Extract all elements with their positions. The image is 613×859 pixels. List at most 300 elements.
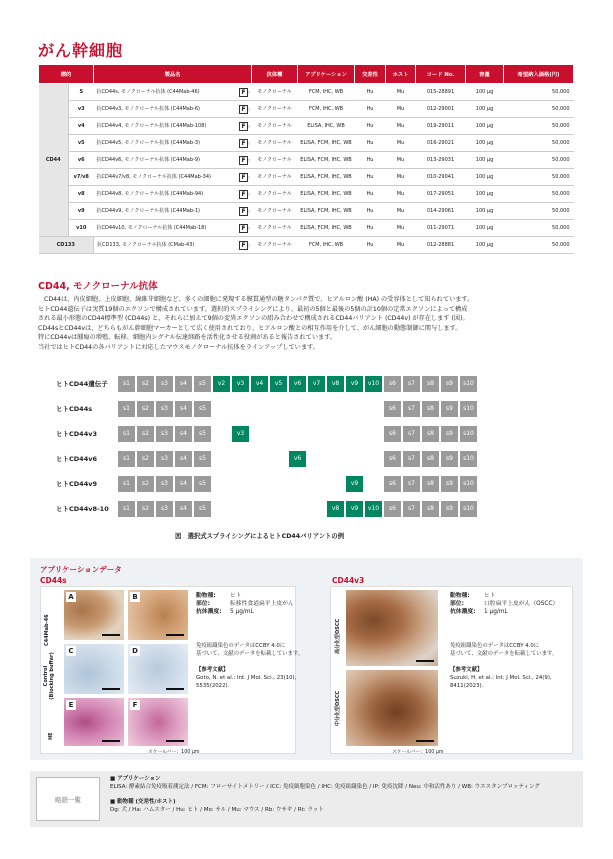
price-cell: 50,000 <box>504 152 574 169</box>
he-image-e <box>64 698 124 746</box>
table-row <box>39 84 574 101</box>
table-header-row <box>39 65 574 84</box>
cd44s-info <box>196 592 294 617</box>
code-cell: 016-29021 <box>416 135 466 152</box>
product-name-cell: 抗CD44v7/v8, モノクローナル抗体 (C44Mab-34) <box>94 169 236 186</box>
row-label-c44mab46: C44Mab-46 <box>44 614 50 646</box>
f-badge-icon <box>239 241 251 250</box>
exon-box: v2 <box>213 376 230 392</box>
exon-row-label: ヒトCD44v8-10 <box>56 505 109 513</box>
exon-box: s2 <box>137 376 154 392</box>
exon-box: s4 <box>175 376 192 392</box>
application-cell: ELISA, FCM, IHC, WB <box>298 169 355 186</box>
application-data-title: アプリケーションデータ <box>40 565 122 574</box>
exon-box: s9 <box>441 451 458 467</box>
exon-box: s10 <box>460 476 477 492</box>
isoform-cell: v8 <box>69 186 94 203</box>
info-key: 抗体濃度: <box>196 609 222 616</box>
cross-reactivity-cell: Hu <box>355 186 386 203</box>
cd44v3-scalebar-caption: スケールバー：100 μm <box>392 750 444 755</box>
cd44s-panel-title: CD44s <box>40 576 67 585</box>
reference-line: 5535(2022). <box>196 683 230 689</box>
product-name-cell: 抗CD44v5, モノクローナル抗体 (C44Mab-3) <box>94 135 236 152</box>
volume-cell: 100 μg <box>466 186 504 203</box>
f-badge-mark: ○ <box>247 157 251 162</box>
ihc-image-b <box>128 590 188 640</box>
volume-cell: 100 μg <box>466 237 504 254</box>
table-row <box>39 118 574 135</box>
scale-bar <box>102 634 120 636</box>
f-badge-mark: ○ <box>247 123 251 128</box>
exon-box: s3 <box>156 476 173 492</box>
table-row <box>39 169 574 186</box>
exon-box: s1 <box>118 501 135 517</box>
product-name-cell: 抗CD44s, モノクローナル抗体 (C44Mab-46) <box>94 84 236 101</box>
exon-box: s5 <box>194 426 211 442</box>
cross-reactivity-cell: Hu <box>355 237 386 254</box>
info-value: 口腔扁平上皮がん（OSCC） <box>484 601 559 608</box>
row-label-control: Control (Blocking buffer) <box>43 652 55 700</box>
description <box>38 295 578 353</box>
f-badge-icon <box>239 156 251 165</box>
f-badge-letter: F <box>241 139 246 147</box>
code-cell: 013-29031 <box>416 152 466 169</box>
exon-box: s10 <box>460 376 477 392</box>
ihc-image-moderately-differentiated <box>346 670 438 746</box>
scale-bar <box>102 740 120 742</box>
exon-row-label: ヒトCD44v3 <box>56 430 97 438</box>
application-cell: FCM, IHC, WB <box>298 237 355 254</box>
header-application: アプリケーション <box>298 65 355 84</box>
code-cell: 019-29011 <box>416 118 466 135</box>
exon-box: s8 <box>422 451 439 467</box>
isoform-cell: S <box>69 84 94 101</box>
f-badge-icon <box>239 224 251 233</box>
exon-box: s10 <box>460 451 477 467</box>
exon-box: s4 <box>175 476 192 492</box>
table-row <box>39 186 574 203</box>
info-key: 部位: <box>196 601 210 608</box>
application-cell: FCM, IHC, WB <box>298 84 355 101</box>
code-cell: 011-29071 <box>416 220 466 237</box>
fluorescence-cell <box>236 237 252 254</box>
exon-box: s9 <box>441 501 458 517</box>
legend-species-head: ■ 動物種 (交差性/ホスト) <box>110 798 176 805</box>
application-cell: FCM, IHC, WB <box>298 101 355 118</box>
exon-box: s5 <box>194 501 211 517</box>
reference-head: 【参考文献】 <box>196 667 229 673</box>
legend-species-text: Dg: 犬 / Ha: ハムスター / Hu: ヒト / Mo: サル / Mu: マウス / Rb: ウサギ / Rt: ラット <box>110 807 324 814</box>
exon-box: s4 <box>175 451 192 467</box>
row-label-he: HE <box>48 732 54 740</box>
exon-box: s9 <box>441 376 458 392</box>
host-cell: Mu <box>386 220 416 237</box>
exon-box: s8 <box>422 401 439 417</box>
exon-row-label: ヒトCD44v9 <box>56 480 97 488</box>
info-value: ヒト <box>484 593 496 599</box>
isoform-cell: v9 <box>69 203 94 220</box>
exon-box: s1 <box>118 451 135 467</box>
exon-box: s2 <box>137 401 154 417</box>
f-badge-icon <box>239 88 251 97</box>
f-badge-letter: F <box>241 190 246 198</box>
volume-cell: 100 μg <box>466 135 504 152</box>
info-key: 抗体濃度: <box>450 609 476 616</box>
info-key: 動物種: <box>196 593 216 599</box>
product-name-cell: 抗CD44v4, モノクローナル抗体 (C44Mab-108) <box>94 118 236 135</box>
exon-box: s1 <box>118 476 135 492</box>
fluorescence-cell <box>236 186 252 203</box>
f-badge-icon <box>239 139 251 148</box>
exon-box: v9 <box>346 376 363 392</box>
info-value: 1 μg/mL <box>484 609 508 616</box>
f-badge-letter: F <box>241 88 246 96</box>
exon-box: s7 <box>403 376 420 392</box>
price-cell: 50,000 <box>504 203 574 220</box>
volume-cell: 100 μg <box>466 118 504 135</box>
host-cell: Mu <box>386 237 416 254</box>
antibody-type-cell: モノクローナル <box>252 84 298 101</box>
exon-box: v8 <box>327 376 344 392</box>
application-cell: ELISA, FCM, IHC, WB <box>298 135 355 152</box>
product-name-cell: 抗CD44v10, モノクローナル抗体 (C44Mab-18) <box>94 220 236 237</box>
exon-box: s7 <box>403 476 420 492</box>
info-key: 部位: <box>450 601 464 608</box>
price-cell: 50,000 <box>504 220 574 237</box>
fluorescence-cell <box>236 152 252 169</box>
header-antibody-type: 抗体種 <box>252 65 298 84</box>
cd44v3-panel-title: CD44v3 <box>332 576 365 585</box>
exon-box: v10 <box>365 376 382 392</box>
f-badge-letter: F <box>241 224 246 232</box>
host-cell: Mu <box>386 84 416 101</box>
antibody-type-cell: モノクローナル <box>252 220 298 237</box>
cross-reactivity-cell: Hu <box>355 203 386 220</box>
exon-box: s1 <box>118 376 135 392</box>
exon-row <box>38 476 578 492</box>
exon-box: v6 <box>289 451 306 467</box>
product-name-cell: 抗CD44v9, モノクローナル抗体 (C44Mab-1) <box>94 203 236 220</box>
antibody-type-cell: モノクローナル <box>252 135 298 152</box>
exon-box: s6 <box>384 376 401 392</box>
exon-box: s8 <box>422 476 439 492</box>
page-title: がん幹細胞 <box>38 41 124 60</box>
host-cell: Mu <box>386 203 416 220</box>
cross-reactivity-cell: Hu <box>355 169 386 186</box>
abbreviation-legend <box>30 771 583 827</box>
cross-reactivity-cell: Hu <box>355 220 386 237</box>
note-line: 基づいて、文献のデータを転載しています。 <box>450 651 558 657</box>
exon-row-label: ヒトCD44遺伝子 <box>56 380 108 388</box>
fluorescence-cell <box>236 135 252 152</box>
exon-box: s7 <box>403 451 420 467</box>
description-line: ヒトCD44遺伝子は実質19個のエクソンで構成されています。選択的スプライシングにより、最初の5個と最後の5個の計10個の定常エクソンによって構成 <box>38 305 468 313</box>
f-badge-icon <box>239 105 251 114</box>
fluorescence-cell <box>236 220 252 237</box>
volume-cell: 100 μg <box>466 203 504 220</box>
f-badge-mark: ○ <box>247 191 251 196</box>
exon-box: s4 <box>175 401 192 417</box>
exon-box: s1 <box>118 401 135 417</box>
info-value: ヒト <box>230 593 242 599</box>
price-cell: 50,000 <box>504 135 574 152</box>
exon-box: s8 <box>422 376 439 392</box>
exon-box: v5 <box>270 376 287 392</box>
description-line: CD44sとCD44vは、どちらもがん幹細胞マーカーとして広く使用されており、ヒアルロン酸との相互作用を介して、がん細胞の動態制御に関与します。 <box>38 324 462 332</box>
scale-bar <box>166 740 184 742</box>
info-value: 転移性食道扁平上皮がん <box>230 601 294 608</box>
cd44s-scalebar-caption: スケールバー：100 μm <box>148 750 200 755</box>
exon-box: s2 <box>137 426 154 442</box>
volume-cell: 100 μg <box>466 220 504 237</box>
cross-reactivity-cell: Hu <box>355 118 386 135</box>
image-letter: F <box>130 700 140 710</box>
scale-bar <box>416 740 434 742</box>
isoform-cell: v6 <box>69 152 94 169</box>
isoform-cell: v4 <box>69 118 94 135</box>
antibody-type-cell: モノクローナル <box>252 186 298 203</box>
description-line: される最小形態のCD44標準型 (CD44s) と、それらに加えて9個の変異エクソンの組み合わせで構成されるCD44バリアント (CD44v) が存在します (図)。 <box>38 315 469 323</box>
info-key: 動物種: <box>450 593 470 599</box>
description-line: CD44は、内皮細胞、上皮細胞、線維芽細胞など、多くの細胞に発現する膜貫通型の糖タンパク質で、ヒアルロン酸 (HA) の受容体として知られています。 <box>44 296 474 303</box>
isoform-cell: v7/v8 <box>69 169 94 186</box>
application-cell: ELISA, IHC, WB <box>298 118 355 135</box>
price-cell: 50,000 <box>504 118 574 135</box>
scale-bar <box>416 660 434 662</box>
f-badge-letter: F <box>241 207 246 215</box>
cross-reactivity-cell: Hu <box>355 152 386 169</box>
exon-box: s10 <box>460 401 477 417</box>
image-letter: C <box>66 646 76 656</box>
exon-box: s6 <box>384 451 401 467</box>
exon-row-label: ヒトCD44v6 <box>56 455 97 463</box>
note-line: 免疫組織染色のデータはCCBY 4.0に <box>450 643 540 649</box>
product-name-cell: 抗CD44v8, モノクローナル抗体 (C44Mab-94) <box>94 186 236 203</box>
f-badge-letter: F <box>241 122 246 130</box>
cross-reactivity-cell: Hu <box>355 135 386 152</box>
exon-box: s2 <box>137 476 154 492</box>
price-cell: 50,000 <box>504 186 574 203</box>
volume-cell: 100 μg <box>466 169 504 186</box>
target-cell: CD44 <box>39 84 69 237</box>
host-cell: Mu <box>386 135 416 152</box>
exon-box: s4 <box>175 426 192 442</box>
isoform-cell: v3 <box>69 101 94 118</box>
scale-bar <box>166 688 184 690</box>
exon-box: s2 <box>137 451 154 467</box>
exon-box: s3 <box>156 451 173 467</box>
isoform-cell: v5 <box>69 135 94 152</box>
exon-box: s5 <box>194 376 211 392</box>
f-badge-mark: ○ <box>247 140 251 145</box>
header-code: コード No. <box>416 65 466 84</box>
description-line: 特にCD44vは腫瘍の増殖、転移、細胞内シグナル伝達経路を活性化させる役割があると報告されています。 <box>38 334 337 342</box>
exon-box: s2 <box>137 501 154 517</box>
row-label-well-differentiated: 高分化型OSCC <box>335 618 341 654</box>
reference-line: 8411(2023). <box>450 683 484 689</box>
exon-box: v7 <box>308 376 325 392</box>
exon-box: s10 <box>460 426 477 442</box>
legend-tag: 略語一覧 <box>36 777 100 821</box>
info-value: 5 μg/mL <box>230 609 254 616</box>
exon-box: s3 <box>156 376 173 392</box>
cd44s-note <box>196 642 303 690</box>
table-row <box>39 135 574 152</box>
price-cell: 50,000 <box>504 84 574 101</box>
exon-box: s4 <box>175 501 192 517</box>
f-badge-mark: ○ <box>247 106 251 111</box>
application-cell: ELISA, FCM, IHC, WB <box>298 203 355 220</box>
exon-box: s8 <box>422 501 439 517</box>
exon-box: v9 <box>346 501 363 517</box>
price-cell: 50,000 <box>504 237 574 254</box>
antibody-type-cell: モノクローナル <box>252 237 298 254</box>
figure-caption: 図 選択式スプライシングによるヒトCD44バリアントの例 <box>175 533 345 540</box>
application-cell: ELISA, FCM, IHC, WB <box>298 220 355 237</box>
exon-box: v8 <box>327 501 344 517</box>
code-cell: 012-29001 <box>416 101 466 118</box>
exon-box: s7 <box>403 426 420 442</box>
fluorescence-cell <box>236 203 252 220</box>
reference-head: 【参考文献】 <box>450 667 483 673</box>
he-image-f <box>128 698 188 746</box>
legend-app-head: ■ アプリケーション <box>110 776 161 782</box>
host-cell: Mu <box>386 101 416 118</box>
target-cell: CD133 <box>39 237 94 254</box>
exon-row <box>38 501 578 517</box>
product-name-cell: 抗CD44v6, モノクローナル抗体 (C44Mab-9) <box>94 152 236 169</box>
header-target: 標的 <box>39 65 94 84</box>
f-badge-letter: F <box>241 173 246 181</box>
application-data-section <box>30 558 583 760</box>
exon-box: v3 <box>232 376 249 392</box>
exon-row <box>38 426 578 442</box>
fluorescence-cell <box>236 169 252 186</box>
exon-box: s8 <box>422 426 439 442</box>
fluorescence-cell <box>236 84 252 101</box>
exon-box: s6 <box>384 426 401 442</box>
exon-row <box>38 451 578 467</box>
cross-reactivity-cell: Hu <box>355 101 386 118</box>
exon-diagram <box>38 376 578 521</box>
ihc-image-well-differentiated <box>346 590 438 666</box>
exon-box: s7 <box>403 401 420 417</box>
exon-box: s10 <box>460 501 477 517</box>
f-badge-icon <box>239 207 251 216</box>
exon-box: v10 <box>365 501 382 517</box>
table-row <box>39 101 574 118</box>
exon-row <box>38 401 578 417</box>
host-cell: Mu <box>386 169 416 186</box>
code-cell: 017-29051 <box>416 186 466 203</box>
exon-box: v6 <box>289 376 306 392</box>
f-badge-mark: ○ <box>247 242 251 247</box>
product-name-cell: 抗CD44v3, モノクローナル抗体 (C44Mab-6) <box>94 101 236 118</box>
reference-line: Suzuki, H. et al.: Int. J Mol. Sci., 24(9), <box>450 675 552 681</box>
header-host: ホスト <box>386 65 416 84</box>
antibody-type-cell: モノクローナル <box>252 118 298 135</box>
header-product-name: 製品名 <box>94 65 252 84</box>
reference-line: Goto, N. et al.: Int. J Mol. Sci., 23(10), <box>196 675 297 681</box>
exon-box: s3 <box>156 426 173 442</box>
application-cell: ELISA, FCM, IHC, WB <box>298 152 355 169</box>
f-badge-letter: F <box>241 156 246 164</box>
cd44v3-note <box>450 642 557 690</box>
antibody-type-cell: モノクローナル <box>252 203 298 220</box>
exon-box: s9 <box>441 426 458 442</box>
scale-bar <box>166 634 184 636</box>
exon-box: s5 <box>194 451 211 467</box>
table-row <box>39 237 574 254</box>
f-badge-icon <box>239 122 251 131</box>
exon-box: s5 <box>194 401 211 417</box>
exon-box: v3 <box>232 426 249 442</box>
volume-cell: 100 μg <box>466 84 504 101</box>
f-badge-mark: ○ <box>247 208 251 213</box>
exon-box: s9 <box>441 401 458 417</box>
section-title: CD44, モノクローナル抗体 <box>38 281 158 292</box>
code-cell: 010-29041 <box>416 169 466 186</box>
ihc-image-d <box>128 644 188 694</box>
note-line: 免疫組織染色のデータはCCBY 4.0に <box>196 643 286 649</box>
legend-app-text: ELISA: 酵素結合免疫吸着測定法 / FCM: フローサイトメトリー / ICC: 免疫細胞染色 / IHC: 免疫組織染色 / IP: 免疫沈降 / Neu: 中和活性あり / WB: ウエスタンブロッティング <box>110 784 540 791</box>
scale-bar <box>102 688 120 690</box>
host-cell: Mu <box>386 118 416 135</box>
cd44v3-info <box>450 592 558 617</box>
exon-box: v4 <box>251 376 268 392</box>
antibody-type-cell: モノクローナル <box>252 101 298 118</box>
table-row <box>39 152 574 169</box>
host-cell: Mu <box>386 186 416 203</box>
product-table <box>38 64 574 254</box>
row-label-moderately-differentiated: 中分化型OSCC <box>335 690 341 726</box>
price-cell: 50,000 <box>504 101 574 118</box>
legend-text <box>110 775 540 815</box>
exon-box: s6 <box>384 501 401 517</box>
exon-box: s1 <box>118 426 135 442</box>
exon-box: s7 <box>403 501 420 517</box>
exon-box: s9 <box>441 476 458 492</box>
fluorescence-cell <box>236 118 252 135</box>
volume-cell: 100 μg <box>466 152 504 169</box>
isoform-cell: v10 <box>69 220 94 237</box>
note-line: 基づいて、文献のデータを転載しています。 <box>196 651 304 657</box>
price-cell: 50,000 <box>504 169 574 186</box>
f-badge-mark: ○ <box>247 174 251 179</box>
table-row <box>39 203 574 220</box>
exon-box: s3 <box>156 501 173 517</box>
table-row <box>39 220 574 237</box>
header-price: 希望納入価格(円) <box>504 65 574 84</box>
exon-box: s5 <box>194 476 211 492</box>
fluorescence-cell <box>236 101 252 118</box>
f-badge-mark: ○ <box>247 225 251 230</box>
exon-box: v9 <box>346 476 363 492</box>
application-cell: ELISA, FCM, IHC, WB <box>298 186 355 203</box>
product-name-cell: 抗CD133, モノクローナル抗体 (CMab-43) <box>94 237 236 254</box>
code-cell: 014-29061 <box>416 203 466 220</box>
exon-row-label: ヒトCD44s <box>56 405 93 413</box>
exon-box: s3 <box>156 401 173 417</box>
volume-cell: 100 μg <box>466 101 504 118</box>
f-badge-letter: F <box>241 105 246 113</box>
ihc-image-c <box>64 644 124 694</box>
image-letter: D <box>130 646 140 656</box>
exon-box: s6 <box>384 401 401 417</box>
antibody-type-cell: モノクローナル <box>252 169 298 186</box>
code-cell: 015-28891 <box>416 84 466 101</box>
f-badge-mark: ○ <box>247 89 251 94</box>
